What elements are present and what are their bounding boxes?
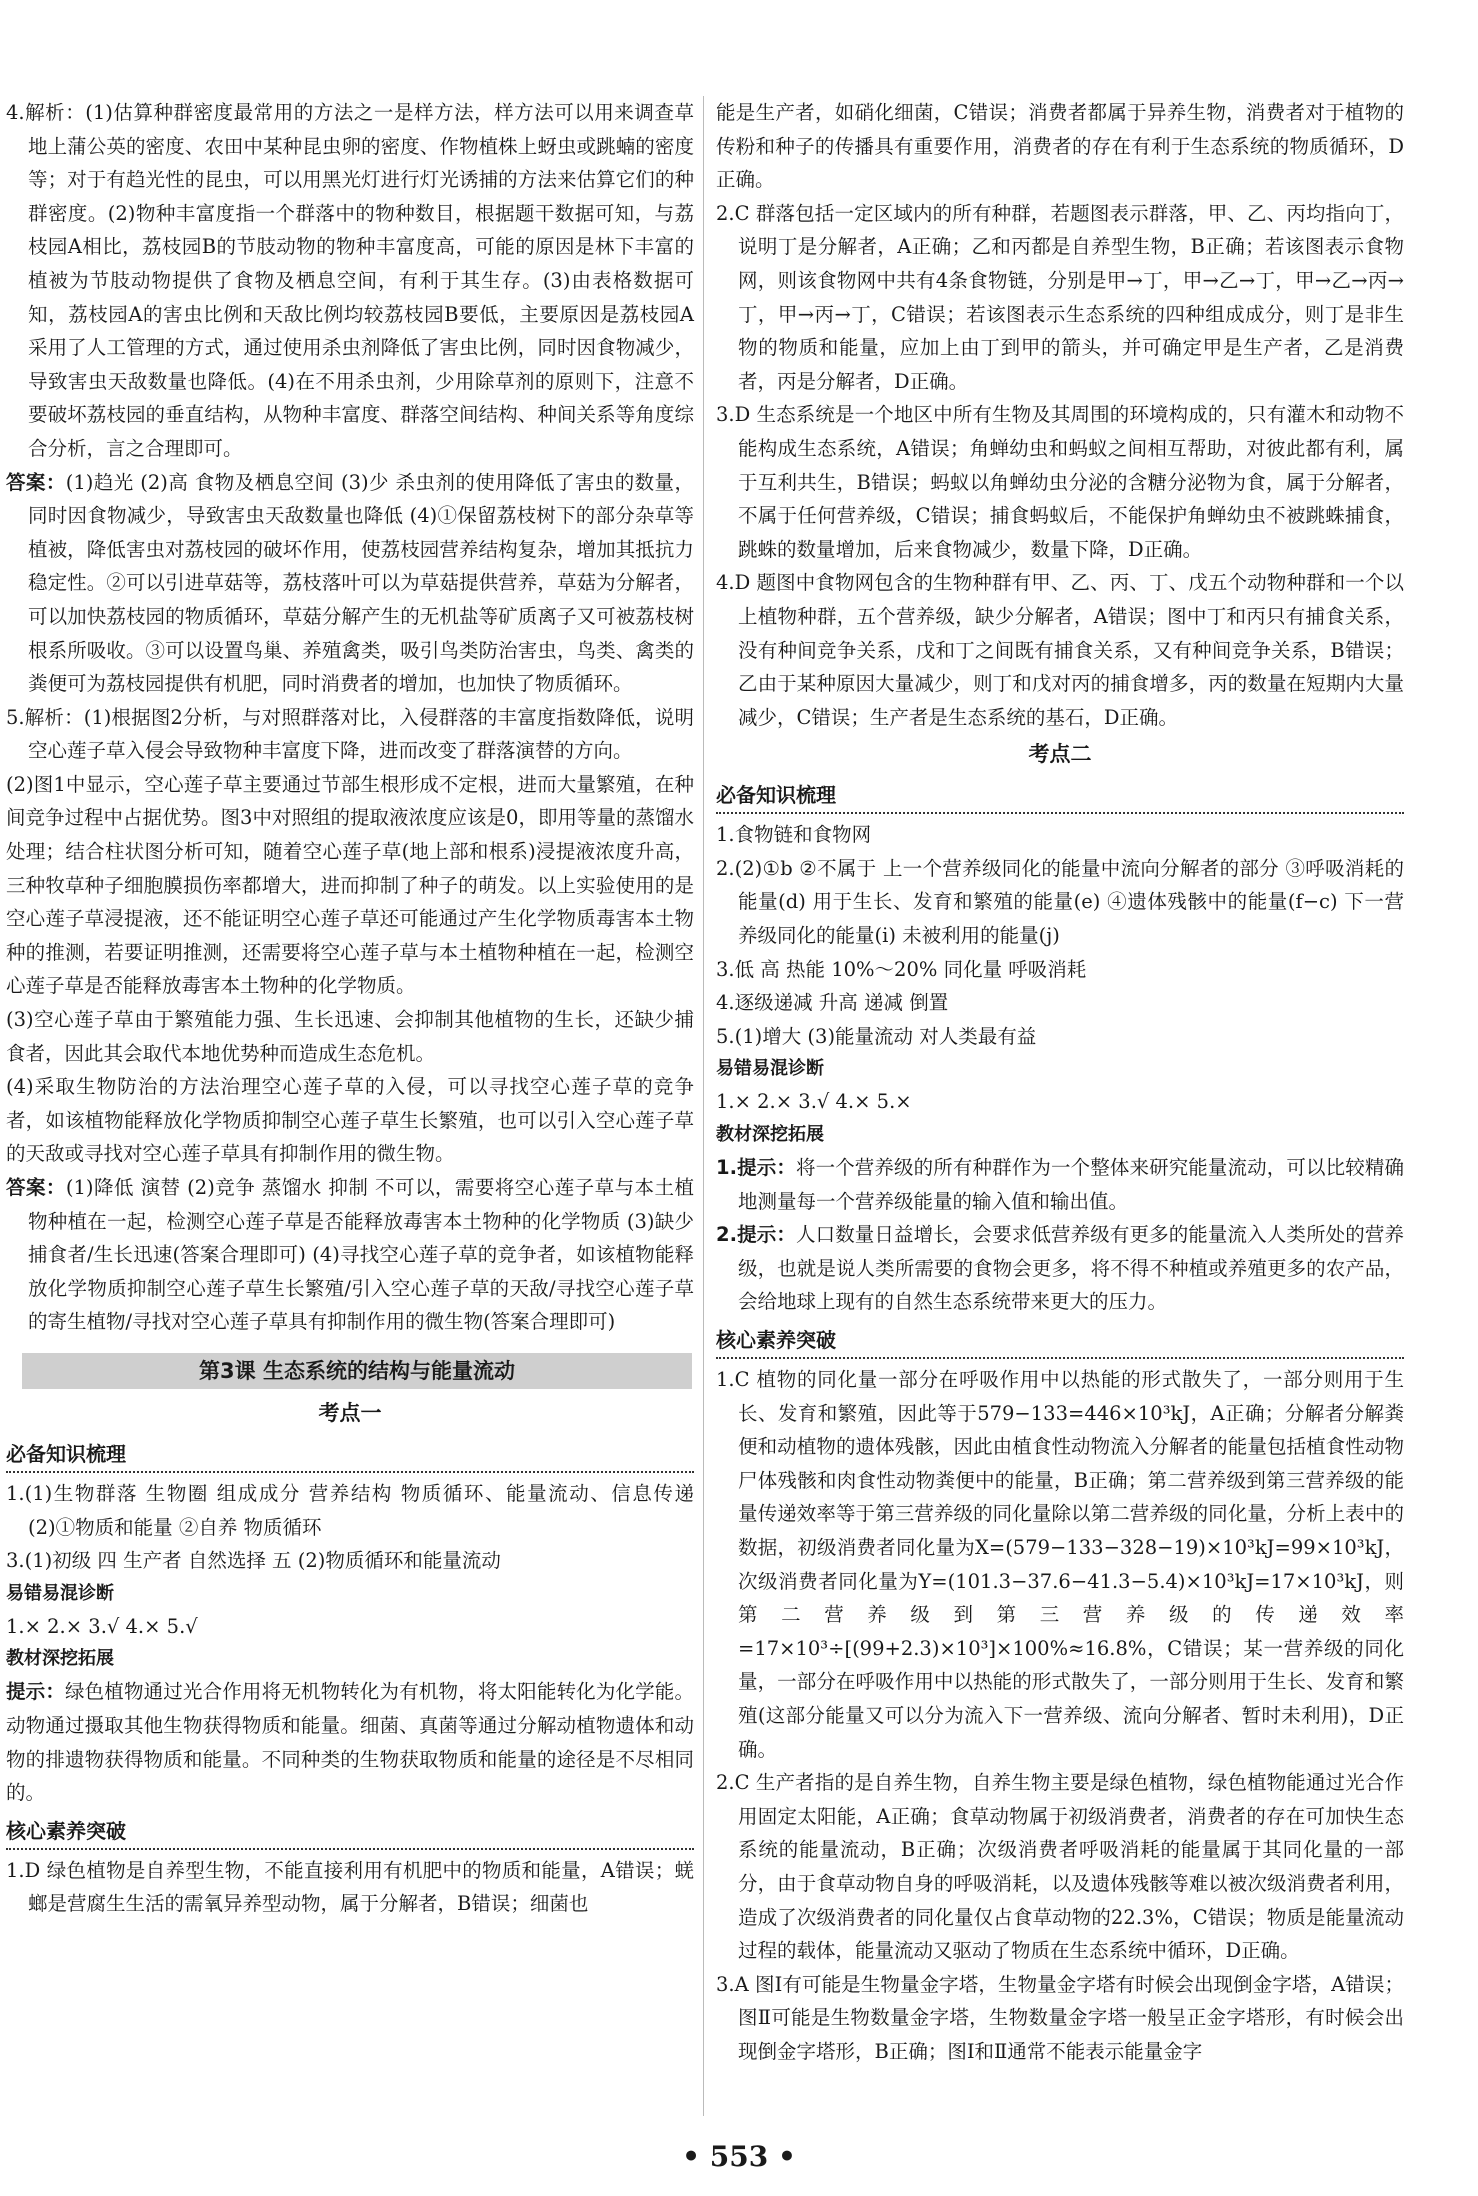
column-divider (703, 96, 704, 2116)
knowledge-line: 3.(1)初级 四 生产者 自然选择 五 (2)物质循环和能量流动 (6, 1549, 501, 1573)
kaodian-two-title: 考点二 (1028, 742, 1092, 767)
section-heading: 核心素养突破 (6, 1814, 694, 1850)
diagnosis-answers: 1.× 2.× 3.√ 4.× 5.× (716, 1090, 912, 1114)
tip-text: 绿色植物通过光合作用将无机物转化为有机物，将太阳能转化为化学能。动物通过摄取其他生物获得物质和能量。细菌、真菌等通过分解动植物遗体和动物的排遗物获得物质和能量。不同种类的生物获取物质和能量的途径是不尽相同的。 (6, 1680, 694, 1805)
core-question-1: 1.D 绿色植物是自养型生物，不能直接利用有机肥中的物质和能量，A错误；蜣螂是营腐生生活的需氧异养型动物，属于分解者，B错误；细菌也 (6, 1858, 694, 1916)
knowledge-line: 1.食物链和食物网 (716, 823, 872, 847)
tip-paragraph (6, 1675, 694, 1809)
question-4: 4.D 题图中食物网包含的生物种群有甲、乙、丙、丁、戊五个动物种群和一个以上植物种群，五个营养级，缺少分解者，A错误；图中丁和丙只有捕食关系，没有种间竞争关系，戊和丁之间既有捕食关系，又有种间竞争关系，B错误；乙由于某种原因大量减少，则丁和戊对丙的捕食增多，丙的数量在短期内大量减少，C错误；生产者是生态系统的基石，D正确。 (716, 571, 1404, 729)
question-3: 3.D 生态系统是一个地区中所有生物及其周围的环境构成的，只有灌木和动物不能构成生态系统，A错误；角蝉幼虫和蚂蚁之间相互帮助，对彼此都有利，属于互利共生，B错误；蚂蚁以角蝉幼虫分泌的含糖分泌物为食，属于分解者，不属于任何营养级，C错误；捕食蚂蚁后，不能保护角蝉幼虫不被跳蛛捕食，跳蛛的数量增加，后来食物减少，数量下降，D正确。 (716, 403, 1404, 561)
right-column (716, 96, 1404, 2068)
sub-heading: 教材深挖拓展 (716, 1124, 824, 1146)
page-number: • 553 • (682, 2140, 796, 2173)
section-heading: 核心素养突破 (716, 1323, 1404, 1359)
question-2: 2.C 群落包括一定区域内的所有种群，若题图表示群落，甲、乙、丙均指向丁，说明丁是分解者，A正确；乙和丙都是自养型生物，B正确；若该图表示食物网，则该食物网中共有4条食物链，分别是甲→丁，甲→乙→丁，甲→乙→丙→丁，甲→丙→丁，C错误；若该图表示生态系统的四种组成成分，则丁是非生物的物质和能量，应加上由丁到甲的箭头，并可确定甲是生产者，乙是消费者，丙是分解者，D正确。 (716, 201, 1404, 393)
tip-text: 人口数量日益增长，会要求低营养级有更多的能量流入人类所处的营养级，也就是说人类所需要的食物会更多，将不得不种植或养殖更多的农产品，会给地球上现有的自然生态系统带来更大的压力。 (738, 1223, 1404, 1314)
kaodian-one-title: 考点一 (318, 1400, 382, 1425)
answer-label: 答案： (6, 1176, 66, 1199)
q5-analysis-4: (4)采取生物防治的方法治理空心莲子草的入侵，可以寻找空心莲子草的竞争者，如该植物能释放化学物质抑制空心莲子草生长繁殖，也可以引入空心莲子草的天敌或寻找对空心莲子草具有抑制作用的微生物。 (6, 1075, 694, 1166)
knowledge-line: 5.(1)增大 (3)能量流动 对人类最有益 (716, 1024, 1037, 1048)
core-question-3: 3.A 图Ⅰ有可能是生物量金字塔，生物量金字塔有时候会出现倒金字塔，A错误；图Ⅱ可能是生物数量金字塔，生物数量金字塔一般呈正金字塔形，有时候会出现倒金字塔形，B正确；图Ⅰ和Ⅱ通常不能表示能量金字 (716, 1972, 1404, 2063)
knowledge-line: 2.(2)①b ②不属于 上一个营养级同化的能量中流向分解者的部分 ③呼吸消耗的能量(d) 用于生长、发育和繁殖的能量(e) ④遗体残骸中的能量(f−c) 下一营养级同化的能量(i) 未被利用的能量(j) (716, 856, 1404, 948)
q5-analysis-3: (3)空心莲子草由于繁殖能力强、生长迅速、会抑制其他植物的生长，还缺少捕食者，因此其会取代本地优势种而造成生态危机。 (6, 1008, 694, 1065)
core-question-1: 1.C 植物的同化量一部分在呼吸作用中以热能的形式散失了，一部分则用于生长、发育和繁殖，因此等于579−133=446×10³kJ，A正确；分解者分解粪便和动植物的遗体残骸，因此由植食性动物流入分解者的能量包括植食性动物尸体残骸和肉食性动物粪便中的能量，B正确；第二营养级到第三营养级的能量传递效率等于第三营养级的同化量除以第二营养级的同化量，分析上表中的数据，初级消费者同化量为X=(579−133−328−19)×10³kJ=99×10³kJ，次级消费者同化量为Y=(101.3−37.6−41.3−5.4)×10³kJ=17×10³kJ，则第二营养级到第三营养级的传递效率=17×10³÷[(99+2.3)×10³]×100%≈16.8%，C错误；某一营养级的同化量，一部分在呼吸作用中以热能的形式散失了，一部分则用于生长、发育和繁殖(这部分能量又可以分为流入下一营养级、流向分解者、暂时未利用)，D正确。 (716, 1368, 1404, 1761)
q4-analysis: 4.解析：(1)估算种群密度最常用的方法之一是样方法，样方法可以用来调查草地上蒲公英的密度、农田中某种昆虫卵的密度、作物植株上蚜虫或跳蝻的密度等；对于有趋光性的昆虫，可以用黑光灯进行灯光诱捕的方法来估算它们的种群密度。(2)物种丰富度指一个群落中的物种数目，根据题干数据可知，与荔枝园A相比，荔枝园B的节肢动物的物种丰富度高，可能的原因是林下丰富的植被为节肢动物提供了食物及栖息空间，有利于其生存。(3)由表格数据可知，荔枝园A的害虫比例和天敌比例均较荔枝园B要低，主要原因是荔枝园A采用了人工管理的方式，通过使用杀虫剂降低了害虫比例，同时因食物减少，导致害虫天敌数量也降低。(4)在不用杀虫剂，少用除草剂的原则下，注意不要破坏荔枝园的垂直结构，从物种丰富度、群落空间结构、种间关系等角度综合分析，言之合理即可。 (6, 101, 694, 460)
q5-analysis-1: 5.解析：(1)根据图2分析，与对照群落对比，入侵群落的丰富度指数降低，说明空心莲子草入侵会导致物种丰富度下降，进而改变了群落演替的方向。 (6, 705, 694, 763)
tip-label: 1.提示： (716, 1156, 796, 1180)
answer-text: (1)趋光 (2)高 食物及栖息空间 (3)少 杀虫剂的使用降低了害虫的数量，同时因食物减少，导致害虫天敌数量也降低 (4)①保留荔枝树下的部分杂草等植被，降低害虫对荔枝园的破坏作用，使荔枝园营养结构复杂，增加其抵抗力稳定性。②可以引进草菇等，荔枝落叶可以为草菇提供营养，草菇为分解者，可以加快荔枝园的物质循环，草菇分解产生的无机盐等矿质离子又可被荔枝树根系所吸收。③可以设置鸟巢、养殖禽类，吸引鸟类防治害虫，鸟类、禽类的粪便可为荔枝园提供有机肥，同时消费者的增加，也加快了物质循环。 (28, 470, 694, 696)
sub-heading: 易错易混诊断 (6, 1582, 114, 1604)
tip-paragraph-2 (716, 1218, 1404, 1319)
knowledge-line: 4.逐级递减 升高 递减 倒置 (716, 991, 949, 1015)
lesson-title: 第3课 生态系统的结构与能量流动 (22, 1353, 692, 1389)
tip-label: 2.提示： (716, 1223, 796, 1247)
q1-continuation: 能是生产者，如硝化细菌，C错误；消费者都属于异养生物，消费者对于植物的传粉和种子的传播具有重要作用，消费者的存在有利于生态系统的物质循环，D正确。 (716, 101, 1404, 192)
q5-answer (6, 1171, 694, 1339)
sub-heading: 教材深挖拓展 (6, 1648, 114, 1670)
tip-label: 提示： (6, 1680, 65, 1704)
q4-answer (6, 466, 694, 701)
sub-heading: 易错易混诊断 (716, 1058, 824, 1080)
left-column (6, 96, 694, 1921)
answer-text: (1)降低 演替 (2)竞争 蒸馏水 抑制 不可以，需要将空心莲子草与本土植物种植在一起，检测空心莲子草是否能释放毒害本土物种的化学物质 (3)缺少捕食者/生长迅速(答案合理即可) (4)寻找空心莲子草的竞争者，如该植物能释放化学物质抑制空心莲子草生长繁殖/引入空心莲子草的天敌/寻找空心莲子草的寄生植物/寻找对空心莲子草具有抑制作用的微生物(答案合理即可) (28, 1176, 694, 1334)
tip-paragraph-1 (716, 1151, 1404, 1218)
q5-analysis-2: (2)图1中显示，空心莲子草主要通过节部生根形成不定根，进而大量繁殖，在种间竞争过程中占据优势。图3中对照组的提取液浓度应该是0，即用等量的蒸馏水处理；结合柱状图分析可知，随着空心莲子草(地上部和根系)浸提液浓度升高，三种牧草种子细胞膜损伤率都增大，进而抑制了种子的萌发。以上实验使用的是空心莲子草浸提液，还不能证明空心莲子草还可能通过产生化学物质毒害本土物种的推测，若要证明推测，还需要将空心莲子草与本土植物种植在一起，检测空心莲子草是否能释放毒害本土物种的化学物质。 (6, 772, 694, 998)
knowledge-line: 1.(1)生物群落 生物圈 组成成分 营养结构 物质循环、能量流动、信息传递 (2)①物质和能量 ②自养 物质循环 (6, 1481, 694, 1539)
answer-label: 答案： (6, 470, 66, 494)
diagnosis-answers: 1.× 2.× 3.√ 4.× 5.√ (6, 1614, 198, 1638)
tip-text: 将一个营养级的所有种群作为一个整体来研究能量流动，可以比较精确地测量每一个营养级能量的输入值和输出值。 (738, 1156, 1404, 1213)
knowledge-line: 3.低 高 热能 10%～20% 同化量 呼吸消耗 (716, 957, 1087, 981)
section-heading: 必备知识梳理 (6, 1437, 694, 1473)
core-question-2: 2.C 生产者指的是自养生物，自养生物主要是绿色植物，绿色植物能通过光合作用固定太阳能，A正确；食草动物属于初级消费者，消费者的存在可加快生态系统的能量流动，B正确；次级消费者呼吸消耗的能量属于其同化量的一部分，由于食草动物自身的呼吸消耗，以及遗体残骸等难以被次级消费者利用，造成了次级消费者的同化量仅占食草动物的22.3%，C错误；物质是能量流动过程的载体，能量流动又驱动了物质在生态系统中循环，D正确。 (716, 1771, 1404, 1963)
section-heading: 必备知识梳理 (716, 778, 1404, 814)
